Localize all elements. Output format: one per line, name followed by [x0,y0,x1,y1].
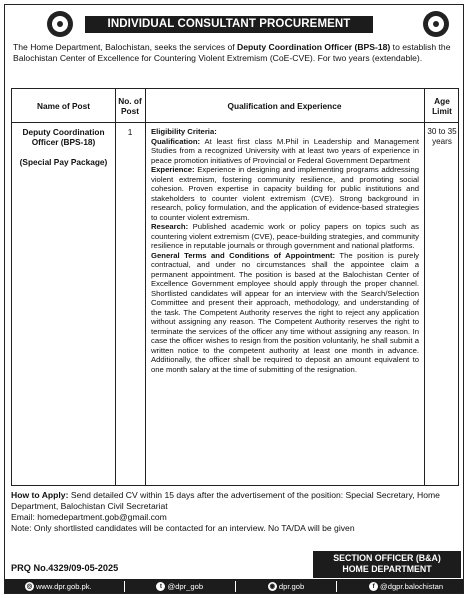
twitter-handle: @dpr_gob [167,582,204,591]
divider [124,581,125,592]
prq-number: PRQ No.4329/09-05-2025 [11,563,119,573]
website-text: www.dpr.gob.pk. [35,582,92,591]
qualification-cell [151,127,419,374]
experience-label: Experience: [151,165,195,174]
government-emblem-logo [423,11,449,37]
signatory-box [313,551,461,578]
research-label: Research: [151,222,189,231]
header-no-of-post: No. of Post [118,95,142,116]
twitter-icon: t [156,582,165,591]
how-to-apply-section [11,490,459,534]
instagram-icon: ◉ [269,583,276,590]
website-link [25,582,92,591]
balochistan-emblem-logo [47,11,73,37]
header-name-of-post: Name of Post [36,100,91,111]
facebook-handle: @dgpr.balochistan [380,582,444,591]
header-qualification: Qualification and Experience [227,100,342,111]
research-text: Published academic work or policy papers on topics such as countering violent extremism (CVE), peace-building strategies, and community resilience in reputable journals or through government and national platforms. [151,222,419,250]
header-age-limit: Age Limit [432,95,452,116]
twitter-link [156,582,203,591]
intro-post-title: Deputy Coordination Officer (BPS-18) [237,42,391,52]
terms-text: The position is purely contractual, and under no circumstances shall the appointee claim a permanent appointment. The position is based at the Balochistan Center of Excellence Government employee should apply through the proper channel. Shortlisted candidates will appear for an interview with the Search/Selection Committee and present their approach, methodology, and understanding of the task. The Competent Authority reserves the right to reject any application without assigning any reason. The Competent Authority reserves the right to terminate the services of the officer any time without assigning any reason. In case the officer wishes to resign from the position voluntarily, he shall submit a written notice to the competent authority at least one month in advance. Additionally, the officer shall be required to deposit an amount equivalent to one month salary at the time of submitting of the resignation. [151,250,419,374]
email-address: homedepartment.gob@gmail.com [37,512,167,522]
instagram-handle: dpr.gob [278,582,305,591]
post-pay-note: (Special Pay Package) [19,156,108,167]
experience-text: Experience in designing and implementing programs addressing violent extremism, fostering community resilience, and promoting social cohesion. Proven expertise in capacity building for public institutions and stakeholders to counter violent extremism (CVE). Strong background in research, policy formulation, and the application of evidence-based strategies to counter violent extremism. [151,165,419,222]
qualification-label: Qualification: [151,136,201,146]
intro-text: The Home Department, Balochistan, seeks the services of [13,42,238,52]
column-divider [115,89,116,485]
terms-label: General Terms and Conditions of Appointment: [151,250,336,260]
column-divider [145,89,146,485]
notice-page [4,4,464,594]
post-name-cell [12,127,115,167]
vacancy-table [11,88,459,486]
social-bar [5,579,463,594]
how-to-apply-text: Send detailed CV within 15 days after the advertisement of the position: Special Secretary, Home Department, Balochistan Civil Secretariat [11,490,440,511]
post-count: 1 [127,127,133,137]
how-to-apply-label: How to Apply: [11,490,69,500]
notice-title: INDIVIDUAL CONSULTANT PROCUREMENT NOTICE [85,16,373,33]
signatory-department: HOME DEPARTMENT [342,564,432,574]
note-text: Note: Only shortlisted candidates will be contacted for an interview. No TA/DA will be given [11,523,355,533]
post-name: Deputy Coordination Officer (BPS-18) [22,127,105,148]
age-limit: 30 to 35 years [427,127,457,146]
qualification-text: At least first class M.Phil in Leadership and Management Studies from a recognized University with at least two years of experience in peace promotion initiatives of Provincial or Federal Government Department [151,136,419,165]
facebook-link [369,582,443,591]
signatory-title: SECTION OFFICER (B&A) [333,553,441,563]
globe-icon: ◎ [26,583,33,590]
intro-paragraph [13,42,455,64]
email-label: Email: [11,512,38,522]
eligibility-heading: Eligibility Criteria: [151,127,217,136]
intro-text-end: to establish the Balochistan Center of Excellence for Countering Violent Extremism (CoE-CVE). For two years (extendable). [13,42,451,63]
table-header-row [12,89,458,123]
divider [336,581,337,592]
column-divider [424,89,425,485]
instagram-link [268,582,304,591]
facebook-icon: f [369,582,378,591]
divider [235,581,236,592]
